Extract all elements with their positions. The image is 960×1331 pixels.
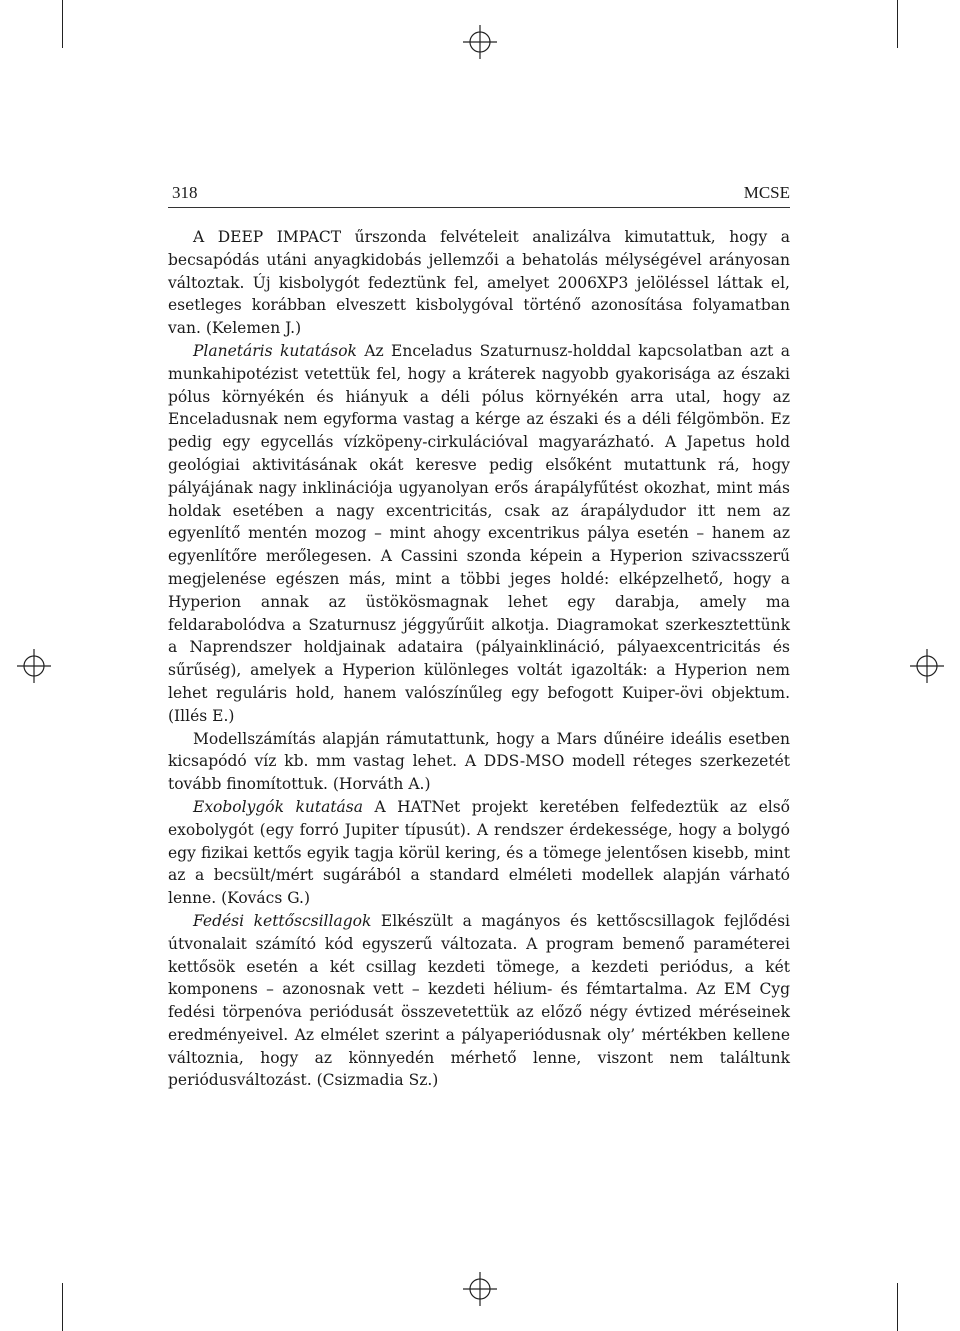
paragraph-mars-dunes	[168, 728, 790, 796]
crop-mark-bottom-right	[897, 1283, 898, 1331]
registration-mark-bottom-icon	[463, 1272, 497, 1306]
paragraph-eclipsing-binaries	[168, 910, 790, 1092]
registration-mark-top-icon	[463, 25, 497, 59]
crop-mark-top-left	[62, 0, 63, 48]
crop-mark-top-right	[897, 0, 898, 48]
paragraph-text: A HATNet projekt keretében felfedeztük az első exobolygót (egy forró Jupiter típusút). A rendszer érdekessége, hogy a bolygó egy fizikai kettős egyik tagja körül kering, és a tömege jelentősen kisebb, mint az a becsült/mért sugárából a standard elméleti modellek alapján várható lenne. (Kovács G.)	[168, 797, 790, 908]
paragraph-text: A DEEP IMPACT űrszonda felvételeit analizálva kimutattuk, hogy a becsapódás utáni anyagkidobás jellemzői a behatolás mélységével arányosan változtak. Új kisbolygót fedeztünk fel, amelyet 2006XP3 jelöléssel láttak el, esetleges korábban elveszett kisbolygóval történő azonosítása folyamatban van. (Kelemen J.)	[168, 228, 790, 338]
paragraph-deep-impact	[168, 226, 790, 340]
page-number: 318	[172, 183, 198, 202]
paragraph-text: Modellszámítás alapján rámutattunk, hogy a Mars dűnéire ideális esetben kicsapódó víz kb. mm vastag lehet. A DDS-MSO modell réteges szerkezetét tovább finomítottuk. (Horváth A.)	[168, 729, 790, 794]
paragraph-text: Elkészült a magányos és kettőscsillagok fejlődési útvonalait számító kód egyszerű változata. A program bemenő paraméterei kettősök esetén a két csillag kezdeti tömege, a kezdeti periódus, a két komponens – azonosnak vett – kezdeti hélium- és fémtartalma. Az EM Cyg fedési törpenóva periódusát összevetettük az előző négy évtized méréseinek eredményeivel. Az elmélet szerint a pályaperiódusnak oly’ mértékben kellene változnia, hogy az könnyedén mérhető lenne, viszont nem találtunk periódusváltozást. (Csizmadia Sz.)	[168, 911, 790, 1090]
section-topic: Planetáris kutatások	[193, 341, 357, 360]
running-title: MCSE	[743, 183, 790, 202]
crop-mark-bottom-left	[62, 1283, 63, 1331]
paragraph-text: Az Enceladus Szaturnusz-holddal kapcsolatban azt a munkahipotézist vetettük fel, hogy a kráterek nagyobb gyakorisága az északi pólus környékén és hiányuk a déli pólus környékén arra utal, hogy az Enceladusnak nem egyforma vastag a kérge az északi és a déli félgömbön. Ez pedig egy egycellás vízköpeny-cirkulációval magyarázható. A Japetus hold geológiai aktivitásának okát keresve pedig elsőként mutattunk rá, hogy pályájának nagy inklinációja ugyanolyan erős árapályfűtést okozhat, mint más holdak esetében a nagy excentricitás, csak az árapálydudor itt nem az egyenlítő mentén mozog – mint ahogy excentrikus pálya esetén – hanem az egyenlítőre merőlegesen. A Cassini szonda képein a Hyperion szivacsszerű megjelenése egészen más, mint a többi jeges holdé: elképzelhető, hogy a Hyperion annak az üstökösmagnak lehet egy darabja, amely ma feldarabolódva a Szaturnusz jéggyűrűit alkotja. Diagramokat szerkesztettünk a Naprendszer holdjainak adataira (pályainklináció, pályaexcentricitás és sűrűség), amelyek a Hyperion különleges voltát igazolták: a Hyperion nem lehet reguláris hold, hanem valószínűleg egy befogott Kuiper-övi objektum. (Illés E.)	[168, 341, 791, 725]
body-text	[168, 226, 790, 1092]
registration-mark-right-icon	[910, 649, 944, 683]
running-header	[172, 181, 790, 207]
paragraph-planetary-research	[168, 340, 790, 728]
section-topic: Fedési kettőscsillagok	[193, 911, 372, 930]
header-rule	[168, 207, 790, 208]
registration-mark-left-icon	[17, 649, 51, 683]
paragraph-exoplanets	[168, 796, 790, 910]
section-topic: Exobolygók kutatása	[193, 797, 363, 816]
